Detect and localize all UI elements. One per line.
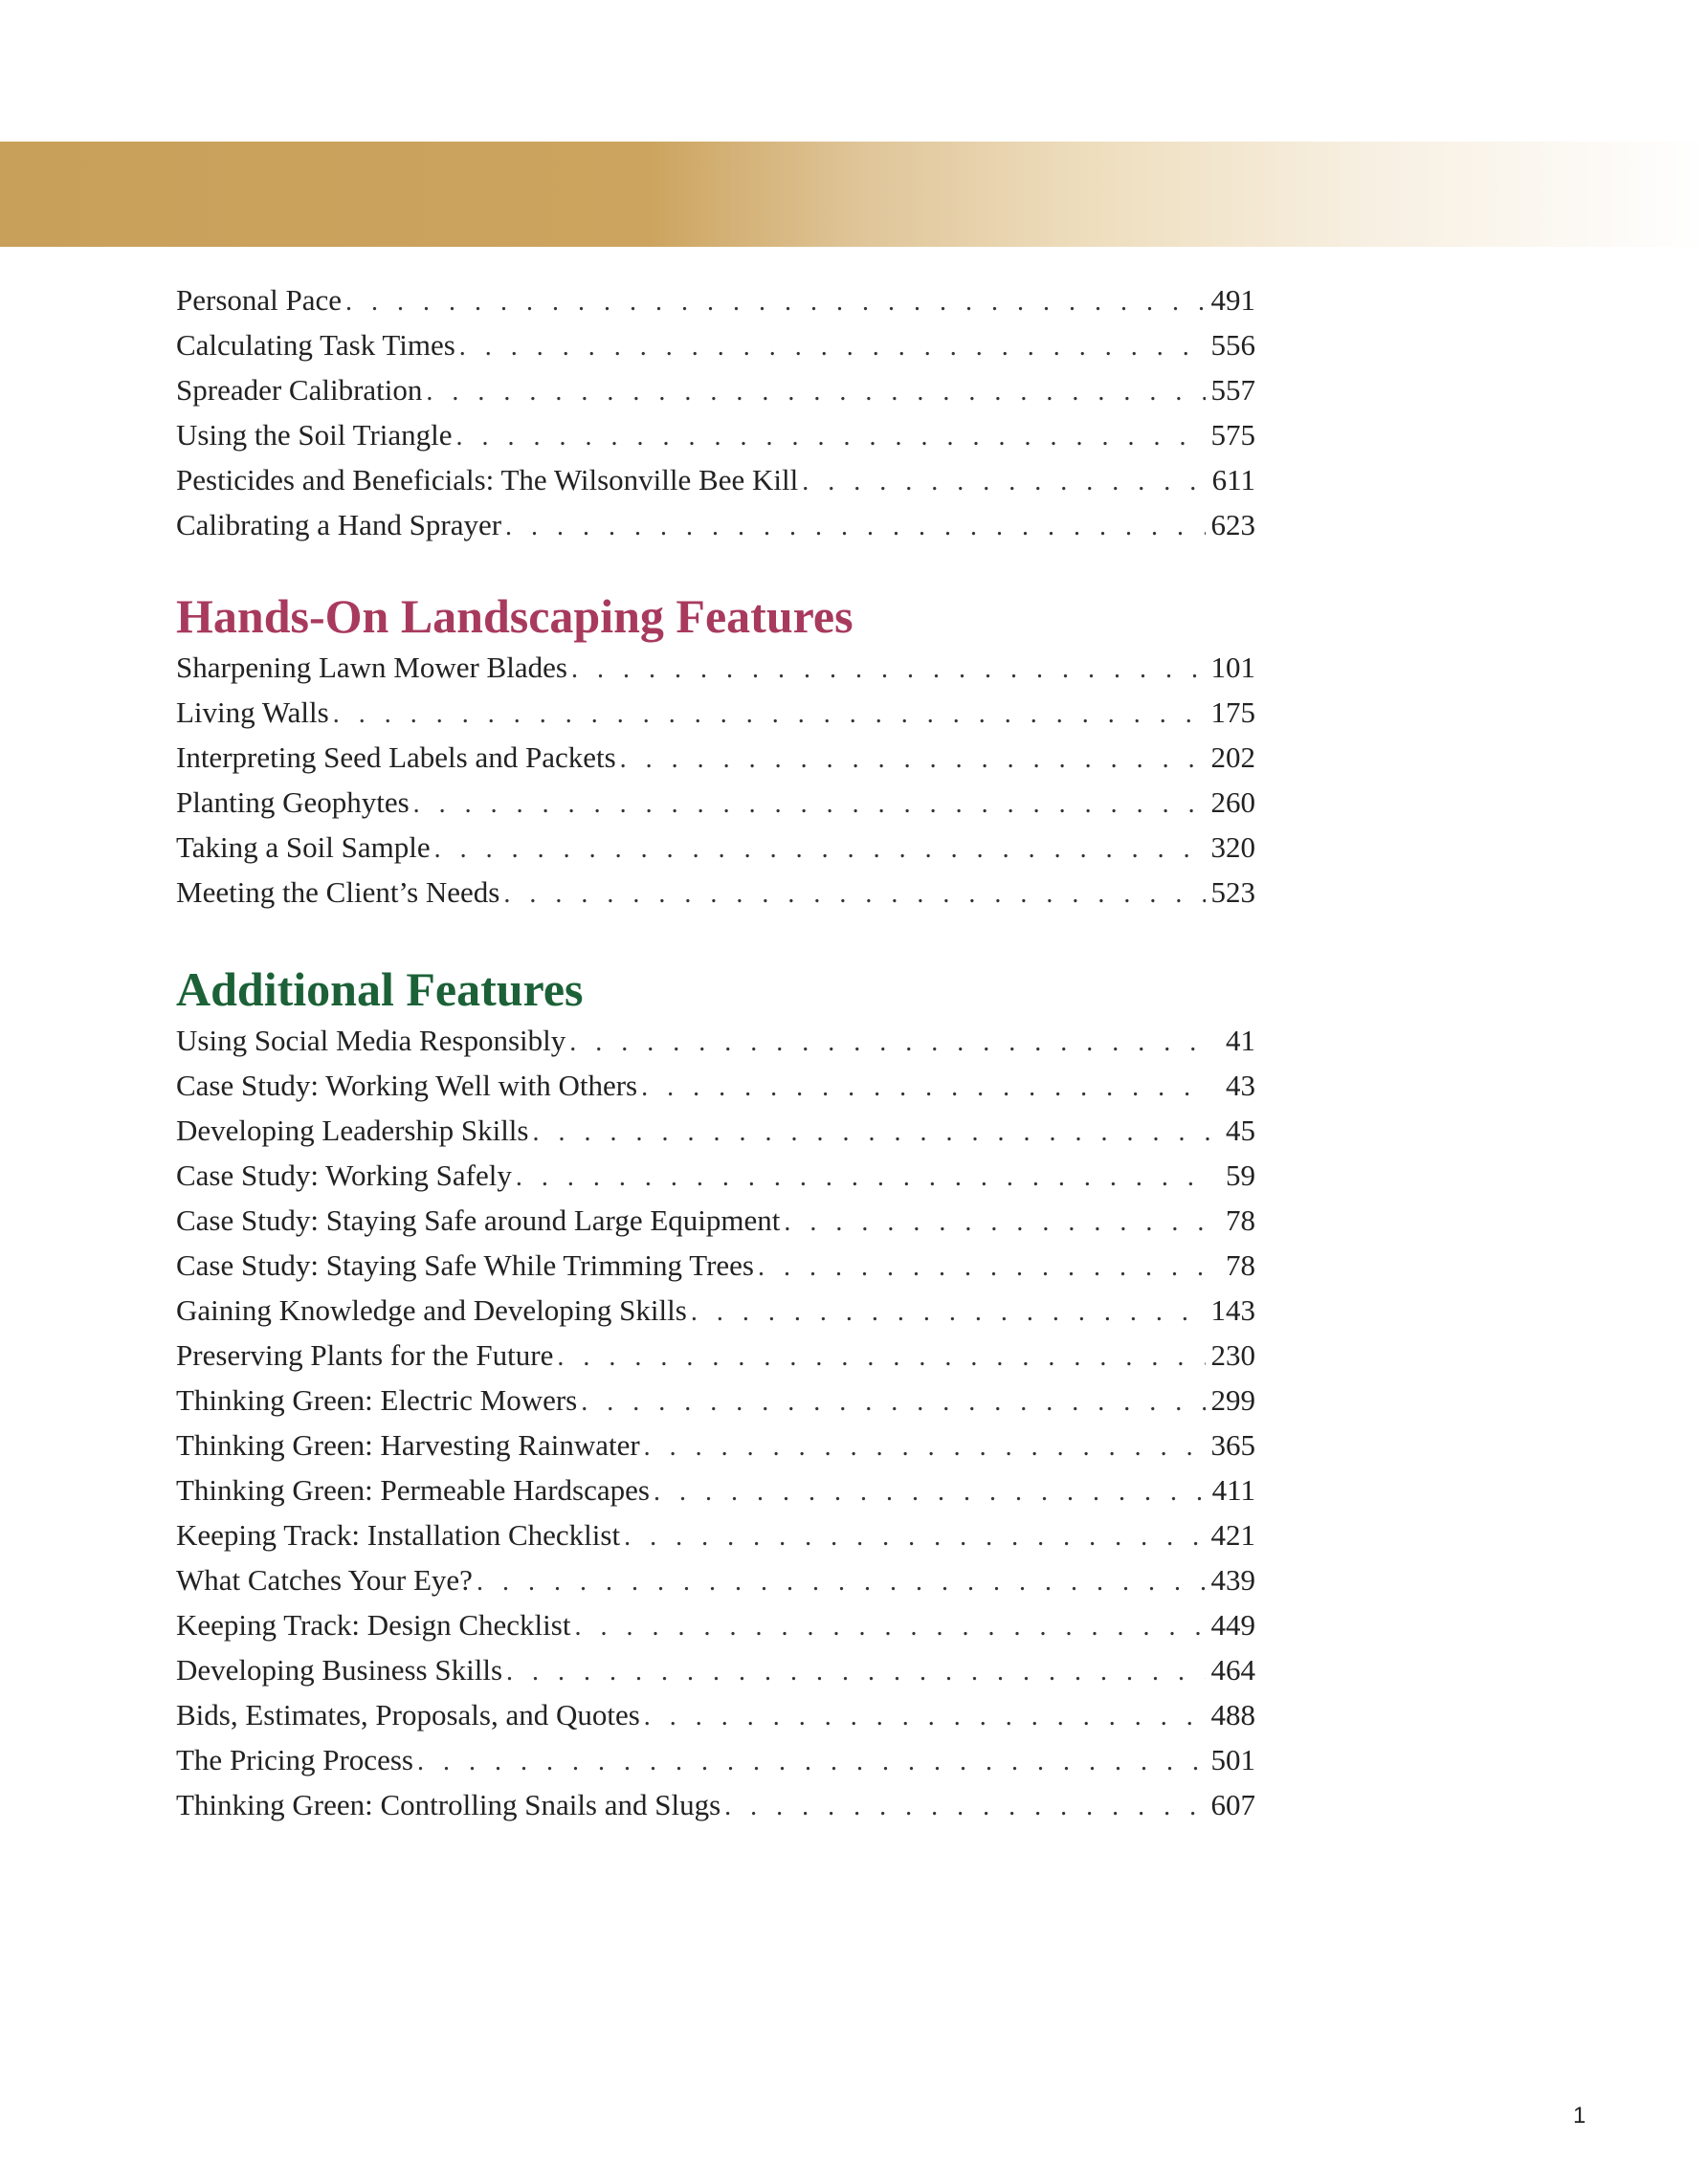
dot-leader [620,737,1206,782]
entry-page-number: 449 [1210,1608,1255,1642]
dot-leader [333,692,1206,737]
entry-title: Bids, Estimates, Proposals, and Quotes [176,1698,640,1732]
entry-title: Taking a Soil Sample [176,830,431,864]
dot-leader [557,1335,1205,1379]
entry-page-number: 59 [1226,1158,1255,1192]
entry-title: Keeping Track: Installation Checklist [176,1518,621,1552]
dot-leader [574,1604,1205,1649]
entry-page-number: 607 [1210,1788,1255,1821]
dot-leader [758,1245,1211,1290]
dot-leader [459,324,1206,369]
entry-page-number: 611 [1211,463,1255,496]
entry-title: Thinking Green: Controlling Snails and Slugs [176,1788,721,1821]
entry-title: Developing Business Skills [176,1653,503,1687]
toc-entry[interactable] [176,870,1255,915]
dot-leader [426,369,1205,414]
toc-entry[interactable] [176,1108,1255,1153]
dot-leader [477,1559,1206,1604]
toc-entry[interactable] [176,412,1255,457]
toc-entry[interactable] [176,1737,1255,1782]
entry-title: Case Study: Staying Safe While Trimming Trees [176,1248,754,1282]
toc-entry[interactable] [176,1647,1255,1692]
entry-title: Gaining Knowledge and Developing Skills [176,1293,687,1327]
page-number: 1 [1573,2103,1586,2129]
toc-entry[interactable] [176,1378,1255,1423]
dot-leader [571,647,1206,692]
entry-page-number: 411 [1211,1473,1255,1507]
dot-leader [506,1649,1205,1694]
entry-page-number: 202 [1210,740,1255,774]
toc-entry[interactable] [176,645,1255,690]
toc-entry[interactable] [176,367,1255,412]
dot-leader [516,1155,1211,1200]
dot-leader [569,1020,1211,1065]
toc-entry[interactable] [176,1243,1255,1288]
toc-entry[interactable] [176,1288,1255,1333]
entry-page-number: 501 [1210,1743,1255,1776]
toc-entry[interactable] [176,1018,1255,1063]
toc-entry[interactable] [176,1782,1255,1827]
toc-group-additional [176,1018,1255,1827]
toc-entry[interactable] [176,457,1255,502]
entry-page-number: 78 [1226,1248,1255,1282]
entry-page-number: 230 [1210,1338,1255,1372]
entry-title: Pesticides and Beneficials: The Wilsonville Bee Kill [176,463,799,496]
dot-leader [802,459,1206,504]
dot-leader [434,827,1206,871]
entry-page-number: 143 [1210,1293,1255,1327]
entry-page-number: 299 [1210,1383,1255,1417]
toc-entry[interactable] [176,1063,1255,1108]
dot-leader [624,1514,1205,1559]
entry-title: Sharpening Lawn Mower Blades [176,651,567,684]
entry-title: Living Walls [176,695,329,729]
entry-page-number: 491 [1210,283,1255,317]
toc-entry[interactable] [176,1557,1255,1602]
entry-page-number: 45 [1226,1114,1255,1147]
entry-title: Developing Leadership Skills [176,1114,529,1147]
entry-page-number: 101 [1210,651,1255,684]
toc-entry[interactable] [176,1333,1255,1378]
dot-leader [654,1469,1207,1514]
entry-title: Thinking Green: Electric Mowers [176,1383,578,1417]
entry-title: What Catches Your Eye? [176,1563,473,1597]
entry-title: Interpreting Seed Labels and Packets [176,740,616,774]
entry-title: Planting Geophytes [176,785,410,819]
entry-page-number: 41 [1226,1024,1255,1057]
entry-title: Calibrating a Hand Sprayer [176,508,502,541]
toc-entry[interactable] [176,502,1255,547]
section-heading-additional: Additional Features [176,962,584,1016]
entry-title: Keeping Track: Design Checklist [176,1608,571,1642]
dot-leader [503,871,1205,916]
dot-leader [456,414,1206,459]
entry-page-number: 365 [1210,1428,1255,1462]
toc-entry[interactable] [176,322,1255,367]
entry-page-number: 43 [1226,1069,1255,1102]
table-of-contents [176,277,1255,1827]
dot-leader [644,1694,1206,1739]
entry-page-number: 557 [1210,373,1255,407]
entry-title: Meeting the Client’s Needs [176,875,500,909]
entry-title: The Pricing Process [176,1743,413,1776]
entry-title: Preserving Plants for the Future [176,1338,554,1372]
toc-entry[interactable] [176,735,1255,780]
dot-leader [581,1379,1205,1424]
entry-page-number: 78 [1226,1203,1255,1237]
dot-leader [413,782,1206,827]
entry-title: Case Study: Staying Safe around Large Equipment [176,1203,781,1237]
toc-entry[interactable] [176,690,1255,735]
toc-entry[interactable] [176,825,1255,870]
entry-title: Spreader Calibration [176,373,423,407]
dot-leader [784,1200,1211,1245]
entry-page-number: 439 [1210,1563,1255,1597]
dot-leader [345,279,1205,324]
entry-title: Calculating Task Times [176,328,455,362]
header-band [0,142,1707,247]
entry-title: Using the Soil Triangle [176,418,453,452]
dot-leader [533,1110,1212,1155]
entry-page-number: 575 [1210,418,1255,452]
dot-leader [505,504,1205,549]
toc-entry[interactable] [176,1198,1255,1243]
entry-title: Personal Pace [176,283,343,317]
entry-page-number: 488 [1210,1698,1255,1732]
entry-page-number: 464 [1210,1653,1255,1687]
toc-group-continued [176,277,1255,547]
entry-page-number: 523 [1210,875,1255,909]
toc-entry[interactable] [176,780,1255,825]
entry-page-number: 320 [1210,830,1255,864]
entry-page-number: 623 [1210,508,1255,541]
entry-title: Case Study: Working Safely [176,1158,512,1192]
toc-entry[interactable] [176,1423,1255,1467]
toc-entry[interactable] [176,1153,1255,1198]
entry-page-number: 175 [1210,695,1255,729]
toc-group-hands-on [176,645,1255,915]
dot-leader [691,1290,1206,1335]
entry-page-number: 556 [1210,328,1255,362]
entry-title: Case Study: Working Well with Others [176,1069,638,1102]
section-heading-hands-on: Hands-On Landscaping Features [176,589,854,643]
entry-page-number: 421 [1210,1518,1255,1552]
entry-title: Thinking Green: Permeable Hardscapes [176,1473,650,1507]
entry-page-number: 260 [1210,785,1255,819]
toc-entry[interactable] [176,1692,1255,1737]
dot-leader [417,1739,1206,1784]
entry-title: Using Social Media Responsibly [176,1024,566,1057]
toc-entry[interactable] [176,1512,1255,1557]
dot-leader [724,1784,1205,1829]
entry-title: Thinking Green: Harvesting Rainwater [176,1428,640,1462]
dot-leader [644,1424,1206,1469]
dot-leader [641,1065,1211,1110]
toc-entry[interactable] [176,1467,1255,1512]
toc-entry[interactable] [176,277,1255,322]
toc-entry[interactable] [176,1602,1255,1647]
